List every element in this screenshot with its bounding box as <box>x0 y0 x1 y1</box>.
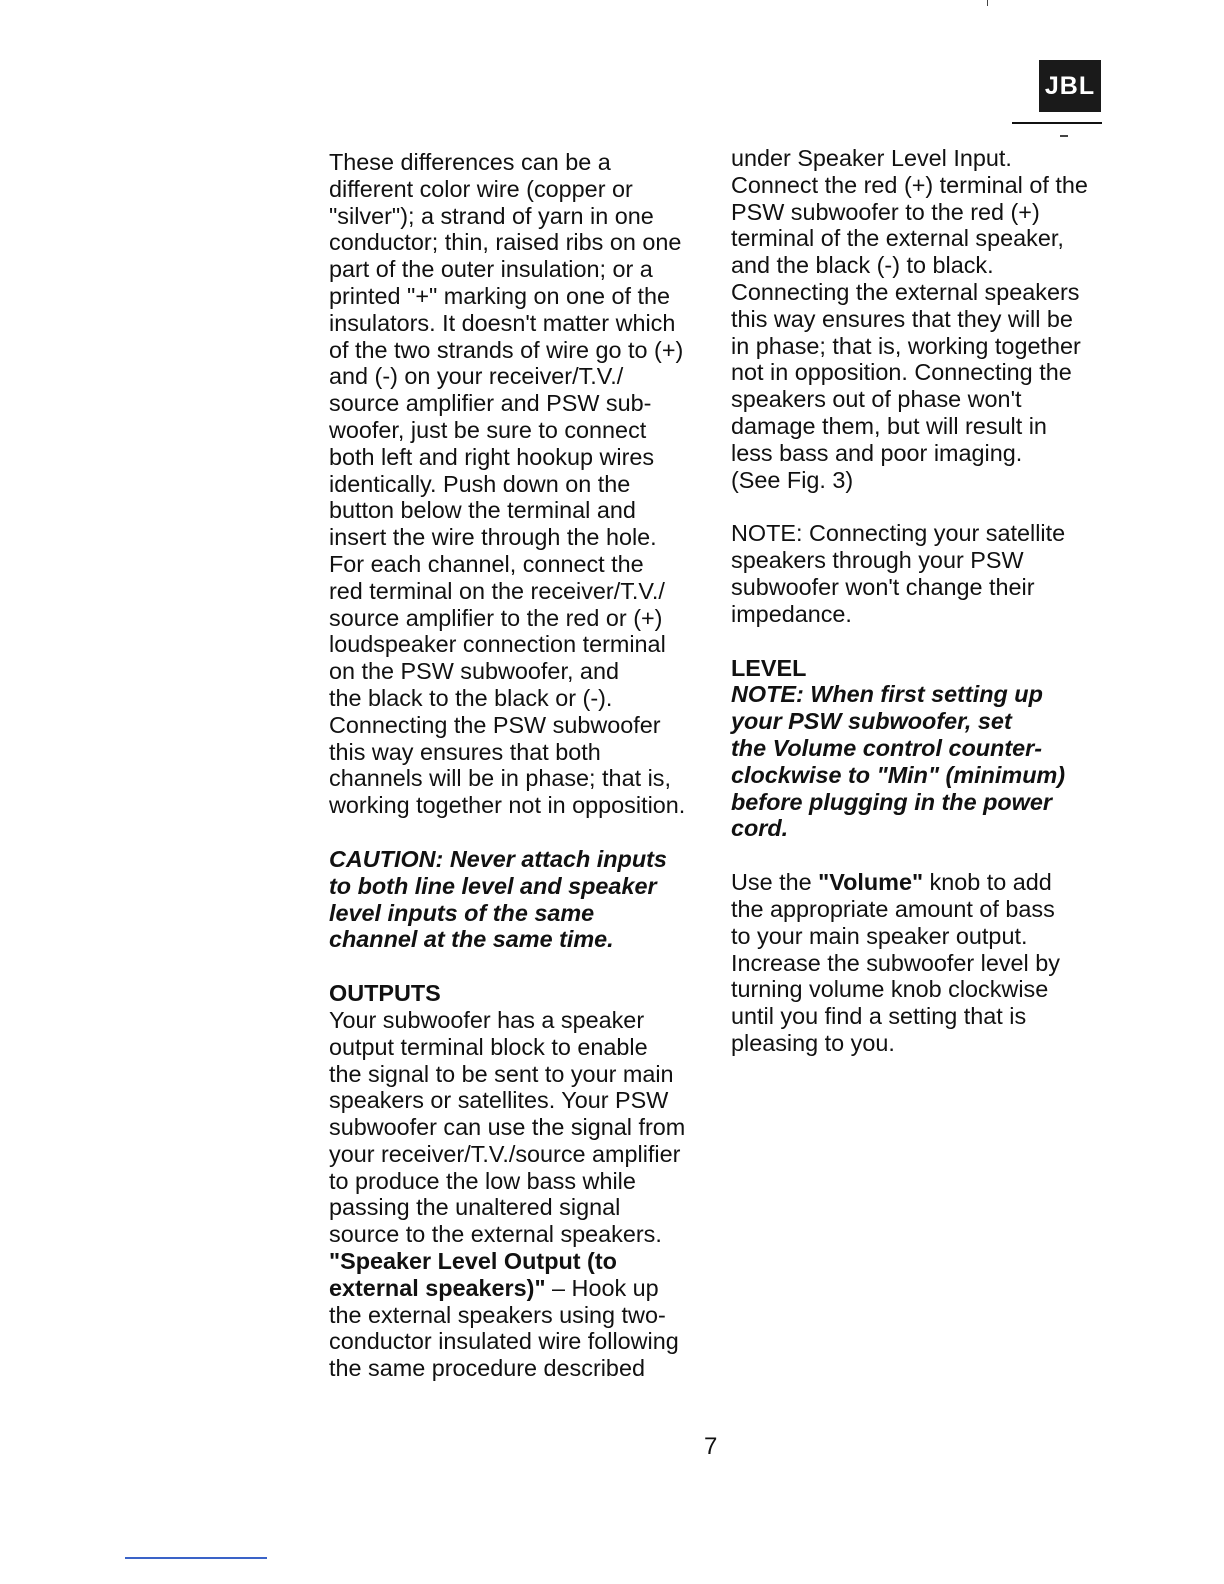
text-line: the appropriate amount of bass <box>731 895 1055 922</box>
text-line: identically. Push down on the <box>329 470 631 497</box>
text-line: to your main speaker output. <box>731 922 1028 949</box>
text-line: These differences can be a <box>329 149 611 175</box>
text-line: to produce the low bass while <box>329 1167 636 1194</box>
right-column <box>731 145 1111 1057</box>
text-line: "silver"); a strand of yarn in one <box>329 202 654 229</box>
level-heading: LEVEL <box>731 654 807 681</box>
level-note-line: the Volume control counter- <box>731 734 1043 761</box>
text-line: working together not in opposition. <box>329 792 686 819</box>
text-line: PSW subwoofer to the red (+) <box>731 198 1040 225</box>
text-line: different color wire (copper or <box>329 175 633 202</box>
level-section <box>731 655 1111 843</box>
text-line: part of the outer insulation; or a <box>329 256 653 283</box>
text-line: source amplifier to the red or (+) <box>329 604 663 631</box>
caution-line: level inputs of the same <box>329 899 595 926</box>
text-line: speakers or satellites. Your PSW <box>329 1087 669 1114</box>
text-line: impedance. <box>731 600 852 627</box>
text-line: in phase; that is, working together <box>731 332 1081 359</box>
text-line: Connecting the PSW subwoofer <box>329 711 661 738</box>
volume-text-post: knob to add <box>923 869 1052 896</box>
text-line: woofer, just be sure to connect <box>329 416 647 443</box>
text-line: speakers out of phase won't <box>731 386 1022 413</box>
text-line: turning volume knob clockwise <box>731 976 1049 1003</box>
text-line: red terminal on the receiver/T.V./ <box>329 577 665 604</box>
text-line: source to the external speakers. <box>329 1221 662 1248</box>
left-column <box>329 149 709 1382</box>
text-line: button below the terminal and <box>329 497 636 524</box>
text-line: terminal of the external speaker, <box>731 225 1064 252</box>
note-paragraph <box>731 520 1111 627</box>
text-line: passing the unaltered signal <box>329 1194 621 1221</box>
text-line: Connect the red (+) terminal of the <box>731 171 1088 198</box>
text-line: subwoofer won't change their <box>731 573 1035 600</box>
volume-label: "Volume" <box>818 869 924 896</box>
caution-line: channel at the same time. <box>329 926 614 953</box>
text-line: the black to the black or (-). <box>329 684 613 711</box>
jbl-logo: JBL <box>1039 60 1101 112</box>
page-number: 7 <box>704 1433 718 1460</box>
text-line: printed "+" marking on one of the <box>329 282 671 309</box>
text-line: under Speaker Level Input. <box>731 145 1012 171</box>
text-line: not in opposition. Connecting the <box>731 359 1072 386</box>
speaker-output-text: – Hook up <box>545 1274 659 1301</box>
text-line: on the PSW subwoofer, and <box>329 658 619 685</box>
text-line <box>329 1275 709 1302</box>
text-line: insulators. It doesn't matter which <box>329 309 676 336</box>
text-line: loudspeaker connection terminal <box>329 631 666 658</box>
text-line: both left and right hookup wires <box>329 443 655 470</box>
text-line: speakers through your PSW <box>731 547 1024 574</box>
text-line: output terminal block to enable <box>329 1033 648 1060</box>
intro-paragraph <box>329 149 709 819</box>
text-line: the external speakers using two- <box>329 1301 666 1328</box>
speaker-output-title-end: external speakers)" <box>329 1274 546 1301</box>
scan-mark <box>987 0 988 6</box>
text-line: For each channel, connect the <box>329 550 644 577</box>
text-line: conductor insulated wire following <box>329 1328 679 1355</box>
text-line: your receiver/T.V./source amplifier <box>329 1140 681 1167</box>
text-line: NOTE: Connecting your satellite <box>731 520 1066 547</box>
text-line: Your subwoofer has a speaker <box>329 1006 645 1033</box>
level-note-line: cord. <box>731 815 789 842</box>
text-line: less bass and poor imaging. <box>731 439 1023 466</box>
footer-link-underline <box>125 1557 267 1559</box>
text-line: channels will be in phase; that is, <box>329 765 671 792</box>
caution-line: CAUTION: Never attach inputs <box>329 845 667 872</box>
text-line: and the black (-) to black. <box>731 252 994 279</box>
text-line: Connecting the external speakers <box>731 278 1080 305</box>
caution-block <box>329 846 709 953</box>
continuation-paragraph <box>731 145 1111 493</box>
text-line: and (-) on your receiver/T.V./ <box>329 363 624 390</box>
text-line: this way ensures that they will be <box>731 305 1073 332</box>
header-rule <box>1012 122 1102 124</box>
level-note-line: clockwise to "Min" (minimum) <box>731 761 1066 788</box>
text-line: the same procedure described <box>329 1355 645 1382</box>
text-line: Increase the subwoofer level by <box>731 949 1060 976</box>
outputs-heading: OUTPUTS <box>329 980 441 1007</box>
text-line: the signal to be sent to your main <box>329 1060 674 1087</box>
text-line: this way ensures that both <box>329 738 601 765</box>
text-line: conductor; thin, raised ribs on one <box>329 229 682 256</box>
level-note-line: your PSW subwoofer, set <box>731 708 1012 735</box>
text-line: insert the wire through the hole. <box>329 524 657 551</box>
volume-text-pre: Use the <box>731 869 819 896</box>
text-line: subwoofer can use the signal from <box>329 1114 686 1141</box>
text-line: (See Fig. 3) <box>731 466 854 493</box>
text-line: source amplifier and PSW sub- <box>329 390 652 417</box>
level-note-line: before plugging in the power <box>731 788 1052 815</box>
speaker-output-title: "Speaker Level Output (to <box>329 1248 617 1275</box>
text-line: of the two strands of wire go to (+) <box>329 336 684 363</box>
volume-paragraph <box>731 869 1111 1057</box>
text-line: damage them, but will result in <box>731 412 1047 439</box>
text-line: until you find a setting that is <box>731 1003 1027 1030</box>
level-note-line: NOTE: When first setting up <box>731 681 1043 708</box>
text-line: pleasing to you. <box>731 1029 895 1056</box>
outputs-section <box>329 980 709 1382</box>
text-line <box>731 869 1111 896</box>
caution-line: to both line level and speaker <box>329 872 657 899</box>
scan-mark <box>1060 135 1068 137</box>
